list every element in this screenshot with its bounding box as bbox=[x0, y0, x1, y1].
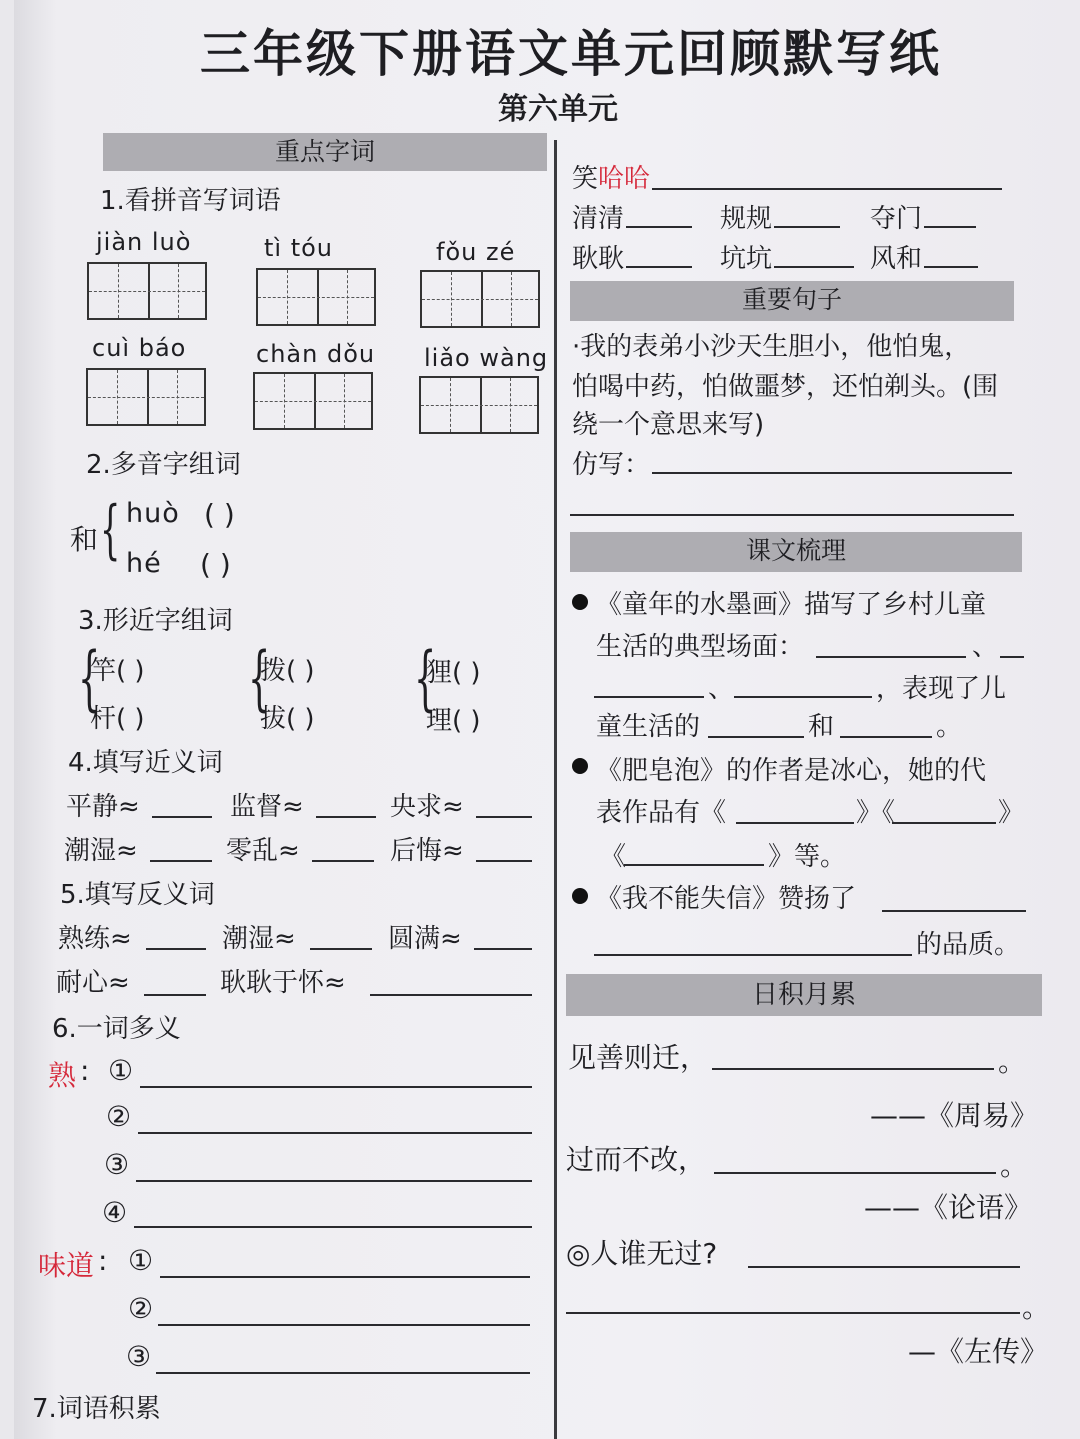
mark-3: ③ bbox=[104, 1148, 130, 1181]
band-key-words: 重点字词 bbox=[103, 133, 547, 171]
q5-label: 5.填写反义词 bbox=[60, 880, 215, 910]
review-a3-mid: 、 bbox=[708, 674, 735, 704]
mark-2: ② bbox=[128, 1292, 154, 1325]
answer-line[interactable] bbox=[158, 1324, 530, 1326]
antonym-4: 耐心≈ bbox=[56, 968, 130, 998]
answer-line[interactable] bbox=[570, 514, 1014, 516]
char-grid-5[interactable] bbox=[253, 372, 373, 430]
reduplicate-5: 坑坑 bbox=[720, 244, 773, 274]
answer-line[interactable] bbox=[160, 1276, 530, 1278]
review-a4-mid: 和 bbox=[808, 712, 835, 742]
review-b3-end: 》等。 bbox=[768, 842, 847, 872]
answer-line[interactable] bbox=[816, 656, 966, 658]
review-a3-tail: ，表现了儿 bbox=[876, 674, 1007, 704]
answer-line[interactable] bbox=[136, 1180, 532, 1182]
reading-huo: huò bbox=[126, 498, 180, 529]
xiao-prefix: 笑 bbox=[572, 164, 599, 194]
answer-line[interactable] bbox=[476, 860, 532, 862]
answer-line[interactable] bbox=[652, 472, 1012, 474]
review-a1: 《童年的水墨画》描写了乡村儿童 bbox=[596, 590, 987, 620]
reduplicate-3: 夺门 bbox=[870, 204, 923, 234]
review-a4-start: 童生活的 bbox=[596, 712, 701, 742]
column-divider bbox=[554, 140, 557, 1439]
antonym-3: 圆满≈ bbox=[388, 924, 462, 954]
answer-line[interactable] bbox=[312, 860, 374, 862]
similar-char-2a[interactable]: 拨( ) bbox=[260, 656, 315, 686]
similar-char-1a[interactable]: 竿( ) bbox=[90, 656, 145, 686]
review-c1: 《我不能失信》赞扬了 bbox=[596, 884, 857, 914]
answer-line[interactable] bbox=[476, 816, 532, 818]
answer-line[interactable] bbox=[734, 696, 872, 698]
mark-2: ② bbox=[106, 1100, 132, 1133]
bullet-icon bbox=[572, 758, 588, 774]
answer-line[interactable] bbox=[474, 948, 532, 950]
answer-line[interactable] bbox=[708, 736, 804, 738]
similar-char-3b[interactable]: 理( ) bbox=[426, 706, 481, 736]
sentence-line-3: 绕一个意思来写) bbox=[572, 410, 765, 440]
review-b3-start: 《 bbox=[600, 842, 627, 872]
answer-line[interactable] bbox=[840, 736, 932, 738]
antonym-2: 潮湿≈ bbox=[222, 924, 296, 954]
q1-label: 1.看拼音写词语 bbox=[100, 186, 281, 216]
answer-line[interactable] bbox=[882, 910, 1026, 912]
review-a2-tail: 、 bbox=[972, 632, 999, 662]
proverb-3-end: 。 bbox=[1022, 1291, 1051, 1324]
synonym-6: 后悔≈ bbox=[390, 836, 464, 866]
char-grid-1[interactable] bbox=[87, 262, 207, 320]
synonym-5: 零乱≈ bbox=[226, 836, 300, 866]
band-key-sentences: 重要句子 bbox=[570, 281, 1014, 321]
review-c2-end: 的品质。 bbox=[916, 930, 1021, 960]
mark-1: ① bbox=[128, 1244, 154, 1277]
char-grid-2[interactable] bbox=[256, 268, 376, 326]
review-a2: 生活的典型场面： bbox=[596, 632, 805, 662]
review-b2-start: 表作品有《 bbox=[596, 798, 727, 828]
review-a4-end: 。 bbox=[936, 712, 963, 742]
answer-line[interactable] bbox=[774, 226, 840, 228]
band-text-review: 课文梳理 bbox=[570, 532, 1022, 572]
answer-line[interactable] bbox=[138, 1132, 532, 1134]
synonym-1: 平静≈ bbox=[66, 792, 140, 822]
reduplicate-2: 规规 bbox=[720, 204, 773, 234]
brace-icon: { bbox=[414, 637, 437, 719]
imitate-label: 仿写： bbox=[572, 450, 651, 480]
proverb-1-source: ——《周易》 bbox=[870, 1099, 1039, 1132]
pinyin-6: liǎo wàng bbox=[424, 344, 549, 372]
worksheet-title: 三年级下册语文单元回顾默写纸 bbox=[200, 24, 942, 83]
brace-icon: { bbox=[248, 637, 271, 719]
proverb-3: ◎人谁无过? bbox=[566, 1237, 718, 1270]
proverb-2-end: 。 bbox=[1000, 1149, 1029, 1182]
answer-line[interactable] bbox=[712, 1068, 994, 1070]
paren-he[interactable]: ( ) bbox=[200, 548, 231, 581]
q2-label: 2.多音字组词 bbox=[86, 450, 241, 480]
answer-line[interactable] bbox=[310, 948, 372, 950]
polyphone-char: 和 bbox=[70, 523, 99, 556]
reduplicate-4: 耿耿 bbox=[572, 244, 625, 274]
pinyin-1: jiàn luò bbox=[96, 228, 192, 256]
similar-char-2b[interactable]: 拔( ) bbox=[260, 704, 315, 734]
antonym-5: 耿耿于怀≈ bbox=[220, 968, 346, 998]
char-grid-3[interactable] bbox=[420, 270, 540, 328]
proverb-1: 见善则迁， bbox=[568, 1041, 709, 1074]
char-grid-4[interactable] bbox=[86, 368, 206, 426]
proverb-2-source: ——《论语》 bbox=[864, 1191, 1033, 1224]
answer-line[interactable] bbox=[156, 1372, 530, 1374]
answer-line[interactable] bbox=[774, 266, 854, 268]
mark-3: ③ bbox=[126, 1340, 152, 1373]
q6-label: 6.一词多义 bbox=[52, 1014, 181, 1044]
char-grid-6[interactable] bbox=[419, 376, 539, 434]
answer-line[interactable] bbox=[748, 1266, 1020, 1268]
answer-line[interactable] bbox=[924, 226, 976, 228]
review-b1: 《肥皂泡》的作者是冰心，她的代 bbox=[596, 756, 987, 786]
similar-char-1b[interactable]: 杆( ) bbox=[90, 704, 145, 734]
paren-huo[interactable]: ( ) bbox=[204, 498, 235, 531]
xiao-example: 哈哈 bbox=[598, 164, 651, 194]
proverb-3-source: —《左传》 bbox=[908, 1335, 1049, 1368]
answer-line[interactable] bbox=[566, 1312, 1020, 1314]
answer-line[interactable] bbox=[892, 822, 996, 824]
synonym-4: 潮湿≈ bbox=[64, 836, 138, 866]
synonym-3: 央求≈ bbox=[390, 792, 464, 822]
proverb-2: 过而不改， bbox=[566, 1143, 707, 1176]
polysemy-word-2: 味道 bbox=[38, 1249, 95, 1282]
answer-line[interactable] bbox=[626, 266, 692, 268]
band-daily-accumulation: 日积月累 bbox=[566, 974, 1042, 1016]
sentence-line-2: 怕喝中药，怕做噩梦，还怕剃头。(围 bbox=[572, 372, 999, 402]
pinyin-5: chàn dǒu bbox=[256, 340, 376, 368]
antonym-1: 熟练≈ bbox=[58, 924, 132, 954]
reduplicate-1: 清清 bbox=[572, 204, 625, 234]
answer-line[interactable] bbox=[316, 816, 376, 818]
mark-1: ① bbox=[108, 1054, 134, 1087]
answer-line[interactable] bbox=[594, 954, 912, 956]
reading-he: hé bbox=[126, 548, 162, 579]
answer-line[interactable] bbox=[624, 864, 764, 866]
answer-line[interactable] bbox=[370, 994, 532, 996]
sentence-line-1: ·我的表弟小沙天生胆小，他怕鬼， bbox=[572, 332, 971, 362]
answer-line[interactable] bbox=[626, 226, 692, 228]
answer-line[interactable] bbox=[146, 948, 206, 950]
answer-line[interactable] bbox=[924, 266, 978, 268]
answer-line[interactable] bbox=[594, 696, 704, 698]
q3-label: 3.形近字组词 bbox=[78, 606, 233, 636]
mark-4: ④ bbox=[102, 1196, 128, 1229]
pinyin-3: fǒu zé bbox=[436, 238, 516, 266]
q4-label: 4.填写近义词 bbox=[68, 748, 223, 778]
proverb-1-end: 。 bbox=[998, 1045, 1027, 1078]
answer-line[interactable] bbox=[140, 1086, 532, 1088]
answer-line[interactable] bbox=[134, 1226, 532, 1228]
brace-icon: { bbox=[78, 637, 101, 719]
synonym-2: 监督≈ bbox=[230, 792, 304, 822]
unit-subtitle: 第六单元 bbox=[498, 92, 618, 127]
answer-line[interactable] bbox=[736, 822, 854, 824]
reduplicate-6: 风和 bbox=[870, 244, 923, 274]
review-b2-end: 》 bbox=[998, 798, 1025, 828]
answer-line[interactable] bbox=[652, 188, 1002, 190]
colon: : bbox=[80, 1054, 90, 1087]
answer-line[interactable] bbox=[1000, 656, 1024, 658]
pinyin-4: cuì báo bbox=[92, 334, 187, 362]
brace-icon: { bbox=[100, 493, 121, 567]
polysemy-word-1: 熟 bbox=[48, 1059, 77, 1092]
bullet-icon bbox=[572, 594, 588, 610]
review-b2-mid: 》《 bbox=[856, 798, 896, 828]
answer-line[interactable] bbox=[152, 816, 212, 818]
bullet-icon bbox=[572, 888, 588, 904]
q7-label: 7.词语积累 bbox=[32, 1394, 161, 1424]
colon: : bbox=[98, 1244, 108, 1277]
answer-line[interactable] bbox=[714, 1172, 996, 1174]
similar-char-3a[interactable]: 狸( ) bbox=[426, 658, 481, 688]
answer-line[interactable] bbox=[150, 860, 212, 862]
answer-line[interactable] bbox=[144, 994, 206, 996]
pinyin-2: tì tóu bbox=[264, 234, 334, 262]
